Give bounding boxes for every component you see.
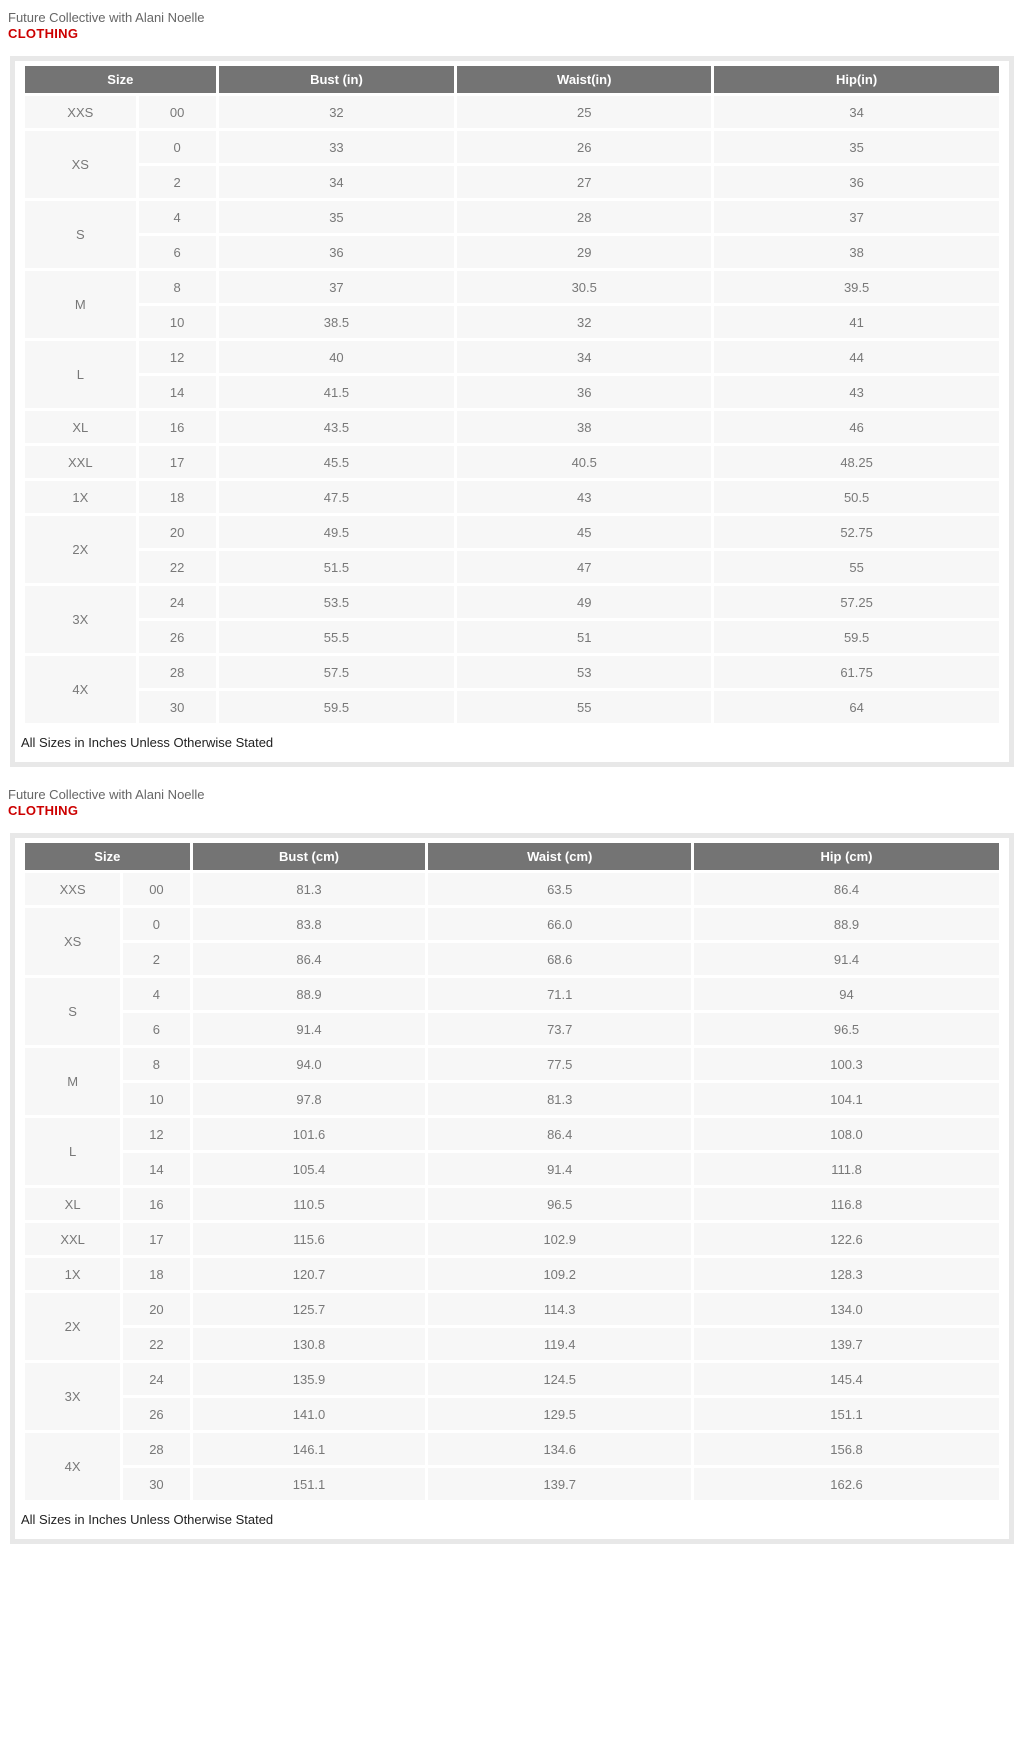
waist-cell: 51: [457, 621, 711, 653]
waist-cell: 34: [457, 341, 711, 373]
table-row: [25, 873, 999, 905]
table-row: [25, 551, 999, 583]
bust-cell: 55.5: [219, 621, 455, 653]
waist-cell: 53: [457, 656, 711, 688]
bust-cell: 115.6: [193, 1223, 426, 1255]
bust-cell: 51.5: [219, 551, 455, 583]
hip-cell: 96.5: [694, 1013, 999, 1045]
table-row: [25, 1048, 999, 1080]
size-number-cell: 28: [123, 1433, 189, 1465]
section-header: [0, 10, 1024, 42]
table-row: [25, 1468, 999, 1500]
table-row: [25, 341, 999, 373]
bust-cell: 59.5: [219, 691, 455, 723]
size-group-cell: L: [25, 341, 136, 408]
size-number-cell: 8: [123, 1048, 189, 1080]
size-number-cell: 24: [139, 586, 216, 618]
size-chart-container: [10, 833, 1014, 1544]
column-header-hip: Hip (cm): [694, 843, 999, 870]
waist-cell: 40.5: [457, 446, 711, 478]
size-number-cell: 24: [123, 1363, 189, 1395]
table-row: [25, 1363, 999, 1395]
size-chart-inner: [15, 61, 1009, 762]
hip-cell: 55: [714, 551, 999, 583]
bust-cell: 33: [219, 131, 455, 163]
size-note: All Sizes in Inches Unless Otherwise Stated: [21, 735, 274, 750]
size-group-cell: M: [25, 271, 136, 338]
table-row: [25, 1118, 999, 1150]
table-row: [25, 236, 999, 268]
size-number-cell: 2: [139, 166, 216, 198]
hip-cell: 139.7: [694, 1328, 999, 1360]
waist-cell: 119.4: [428, 1328, 691, 1360]
size-number-cell: 10: [123, 1083, 189, 1115]
size-table-inches: [22, 63, 1002, 726]
size-number-cell: 14: [139, 376, 216, 408]
column-header-size: Size: [25, 843, 190, 870]
size-group-cell: XXS: [25, 873, 120, 905]
hip-cell: 36: [714, 166, 999, 198]
size-note: All Sizes in Inches Unless Otherwise Stated: [21, 1512, 274, 1527]
waist-cell: 63.5: [428, 873, 691, 905]
size-group-cell: 3X: [25, 1363, 120, 1430]
column-header-waist: Waist (cm): [428, 843, 691, 870]
waist-cell: 27: [457, 166, 711, 198]
table-row: [25, 656, 999, 688]
table-row: [25, 516, 999, 548]
hip-cell: 88.9: [694, 908, 999, 940]
waist-cell: 73.7: [428, 1013, 691, 1045]
hip-cell: 46: [714, 411, 999, 443]
size-number-cell: 30: [123, 1468, 189, 1500]
hip-cell: 134.0: [694, 1293, 999, 1325]
bust-cell: 88.9: [193, 978, 426, 1010]
hip-cell: 91.4: [694, 943, 999, 975]
category-label: CLOTHING: [8, 26, 79, 41]
size-table-cm: [22, 840, 1002, 1503]
size-number-cell: 17: [123, 1223, 189, 1255]
size-number-cell: 26: [139, 621, 216, 653]
waist-cell: 129.5: [428, 1398, 691, 1430]
bust-cell: 101.6: [193, 1118, 426, 1150]
hip-cell: 151.1: [694, 1398, 999, 1430]
bust-cell: 83.8: [193, 908, 426, 940]
size-group-cell: M: [25, 1048, 120, 1115]
size-group-cell: 3X: [25, 586, 136, 653]
waist-cell: 36: [457, 376, 711, 408]
size-group-cell: 1X: [25, 481, 136, 513]
size-number-cell: 14: [123, 1153, 189, 1185]
waist-cell: 109.2: [428, 1258, 691, 1290]
size-number-cell: 4: [123, 978, 189, 1010]
size-chart-section-cm: [0, 767, 1024, 1544]
bust-cell: 146.1: [193, 1433, 426, 1465]
hip-cell: 37: [714, 201, 999, 233]
bust-cell: 57.5: [219, 656, 455, 688]
waist-cell: 139.7: [428, 1468, 691, 1500]
bust-cell: 40: [219, 341, 455, 373]
table-row: [25, 1223, 999, 1255]
table-row: [25, 1258, 999, 1290]
table-row: [25, 621, 999, 653]
table-row: [25, 96, 999, 128]
size-group-cell: XXL: [25, 446, 136, 478]
size-group-cell: 2X: [25, 1293, 120, 1360]
size-number-cell: 30: [139, 691, 216, 723]
size-group-cell: 2X: [25, 516, 136, 583]
waist-cell: 68.6: [428, 943, 691, 975]
size-number-cell: 20: [139, 516, 216, 548]
hip-cell: 43: [714, 376, 999, 408]
waist-cell: 77.5: [428, 1048, 691, 1080]
hip-cell: 156.8: [694, 1433, 999, 1465]
bust-cell: 47.5: [219, 481, 455, 513]
size-number-cell: 20: [123, 1293, 189, 1325]
table-row: [25, 271, 999, 303]
waist-cell: 28: [457, 201, 711, 233]
brand-title: Future Collective with Alani Noelle: [8, 10, 205, 25]
hip-cell: 116.8: [694, 1188, 999, 1220]
hip-cell: 100.3: [694, 1048, 999, 1080]
size-group-cell: XXL: [25, 1223, 120, 1255]
waist-cell: 49: [457, 586, 711, 618]
bust-cell: 125.7: [193, 1293, 426, 1325]
hip-cell: 39.5: [714, 271, 999, 303]
waist-cell: 55: [457, 691, 711, 723]
size-number-cell: 4: [139, 201, 216, 233]
hip-cell: 44: [714, 341, 999, 373]
size-number-cell: 16: [123, 1188, 189, 1220]
hip-cell: 57.25: [714, 586, 999, 618]
size-number-cell: 22: [139, 551, 216, 583]
waist-cell: 32: [457, 306, 711, 338]
hip-cell: 111.8: [694, 1153, 999, 1185]
bust-cell: 110.5: [193, 1188, 426, 1220]
table-row: [25, 1188, 999, 1220]
table-row: [25, 481, 999, 513]
bust-cell: 105.4: [193, 1153, 426, 1185]
table-row: [25, 1328, 999, 1360]
waist-cell: 86.4: [428, 1118, 691, 1150]
waist-cell: 114.3: [428, 1293, 691, 1325]
table-row: [25, 691, 999, 723]
bust-cell: 32: [219, 96, 455, 128]
size-table-body: [25, 96, 999, 723]
size-group-cell: 4X: [25, 1433, 120, 1500]
bust-cell: 135.9: [193, 1363, 426, 1395]
bust-cell: 86.4: [193, 943, 426, 975]
bust-cell: 141.0: [193, 1398, 426, 1430]
table-row: [25, 131, 999, 163]
column-header-hip: Hip(in): [714, 66, 999, 93]
table-row: [25, 1013, 999, 1045]
size-number-cell: 28: [139, 656, 216, 688]
bust-cell: 81.3: [193, 873, 426, 905]
size-number-cell: 6: [139, 236, 216, 268]
size-number-cell: 26: [123, 1398, 189, 1430]
table-row: [25, 411, 999, 443]
size-group-cell: XXS: [25, 96, 136, 128]
table-row: [25, 1293, 999, 1325]
size-group-cell: L: [25, 1118, 120, 1185]
waist-cell: 134.6: [428, 1433, 691, 1465]
waist-cell: 102.9: [428, 1223, 691, 1255]
hip-cell: 41: [714, 306, 999, 338]
hip-cell: 61.75: [714, 656, 999, 688]
waist-cell: 25: [457, 96, 711, 128]
hip-cell: 104.1: [694, 1083, 999, 1115]
size-number-cell: 16: [139, 411, 216, 443]
waist-cell: 47: [457, 551, 711, 583]
waist-cell: 43: [457, 481, 711, 513]
size-number-cell: 10: [139, 306, 216, 338]
table-row: [25, 166, 999, 198]
waist-cell: 29: [457, 236, 711, 268]
waist-cell: 96.5: [428, 1188, 691, 1220]
hip-cell: 35: [714, 131, 999, 163]
hip-cell: 86.4: [694, 873, 999, 905]
table-row: [25, 908, 999, 940]
size-group-cell: XL: [25, 1188, 120, 1220]
table-row: [25, 446, 999, 478]
section-header: [0, 787, 1024, 819]
size-group-cell: S: [25, 201, 136, 268]
bust-cell: 43.5: [219, 411, 455, 443]
bust-cell: 97.8: [193, 1083, 426, 1115]
column-header-size: Size: [25, 66, 216, 93]
bust-cell: 53.5: [219, 586, 455, 618]
header-row: [25, 843, 999, 870]
table-row: [25, 586, 999, 618]
header-row: [25, 66, 999, 93]
hip-cell: 94: [694, 978, 999, 1010]
brand-title: Future Collective with Alani Noelle: [8, 787, 205, 802]
hip-cell: 34: [714, 96, 999, 128]
size-group-cell: 1X: [25, 1258, 120, 1290]
size-chart-section-inches: [0, 0, 1024, 767]
bust-cell: 35: [219, 201, 455, 233]
waist-cell: 66.0: [428, 908, 691, 940]
bust-cell: 91.4: [193, 1013, 426, 1045]
bust-cell: 151.1: [193, 1468, 426, 1500]
bust-cell: 37: [219, 271, 455, 303]
hip-cell: 145.4: [694, 1363, 999, 1395]
column-header-bust: Bust (cm): [193, 843, 426, 870]
size-number-cell: 8: [139, 271, 216, 303]
bust-cell: 130.8: [193, 1328, 426, 1360]
column-header-bust: Bust (in): [219, 66, 455, 93]
bust-cell: 94.0: [193, 1048, 426, 1080]
bust-cell: 38.5: [219, 306, 455, 338]
hip-cell: 48.25: [714, 446, 999, 478]
waist-cell: 45: [457, 516, 711, 548]
size-number-cell: 12: [139, 341, 216, 373]
size-group-cell: S: [25, 978, 120, 1045]
table-row: [25, 1083, 999, 1115]
table-row: [25, 201, 999, 233]
hip-cell: 50.5: [714, 481, 999, 513]
hip-cell: 64: [714, 691, 999, 723]
waist-cell: 38: [457, 411, 711, 443]
waist-cell: 91.4: [428, 1153, 691, 1185]
bust-cell: 41.5: [219, 376, 455, 408]
waist-cell: 81.3: [428, 1083, 691, 1115]
table-row: [25, 306, 999, 338]
size-group-cell: 4X: [25, 656, 136, 723]
hip-cell: 128.3: [694, 1258, 999, 1290]
size-group-cell: XL: [25, 411, 136, 443]
size-number-cell: 17: [139, 446, 216, 478]
waist-cell: 26: [457, 131, 711, 163]
size-group-cell: XS: [25, 908, 120, 975]
size-number-cell: 0: [139, 131, 216, 163]
waist-cell: 30.5: [457, 271, 711, 303]
waist-cell: 124.5: [428, 1363, 691, 1395]
table-row: [25, 1433, 999, 1465]
bust-cell: 49.5: [219, 516, 455, 548]
column-header-waist: Waist(in): [457, 66, 711, 93]
hip-cell: 52.75: [714, 516, 999, 548]
size-group-cell: XS: [25, 131, 136, 198]
table-row: [25, 376, 999, 408]
hip-cell: 122.6: [694, 1223, 999, 1255]
category-label: CLOTHING: [8, 803, 79, 818]
bust-cell: 36: [219, 236, 455, 268]
size-chart-inner: [15, 838, 1009, 1539]
hip-cell: 162.6: [694, 1468, 999, 1500]
table-row: [25, 1398, 999, 1430]
size-table-body: [25, 873, 999, 1500]
table-row: [25, 943, 999, 975]
size-number-cell: 00: [139, 96, 216, 128]
bust-cell: 45.5: [219, 446, 455, 478]
hip-cell: 59.5: [714, 621, 999, 653]
bust-cell: 120.7: [193, 1258, 426, 1290]
size-number-cell: 6: [123, 1013, 189, 1045]
size-number-cell: 22: [123, 1328, 189, 1360]
table-row: [25, 1153, 999, 1185]
hip-cell: 38: [714, 236, 999, 268]
size-number-cell: 18: [123, 1258, 189, 1290]
size-chart-container: [10, 56, 1014, 767]
size-number-cell: 00: [123, 873, 189, 905]
size-number-cell: 12: [123, 1118, 189, 1150]
size-number-cell: 0: [123, 908, 189, 940]
table-row: [25, 978, 999, 1010]
bust-cell: 34: [219, 166, 455, 198]
waist-cell: 71.1: [428, 978, 691, 1010]
size-number-cell: 18: [139, 481, 216, 513]
size-number-cell: 2: [123, 943, 189, 975]
hip-cell: 108.0: [694, 1118, 999, 1150]
